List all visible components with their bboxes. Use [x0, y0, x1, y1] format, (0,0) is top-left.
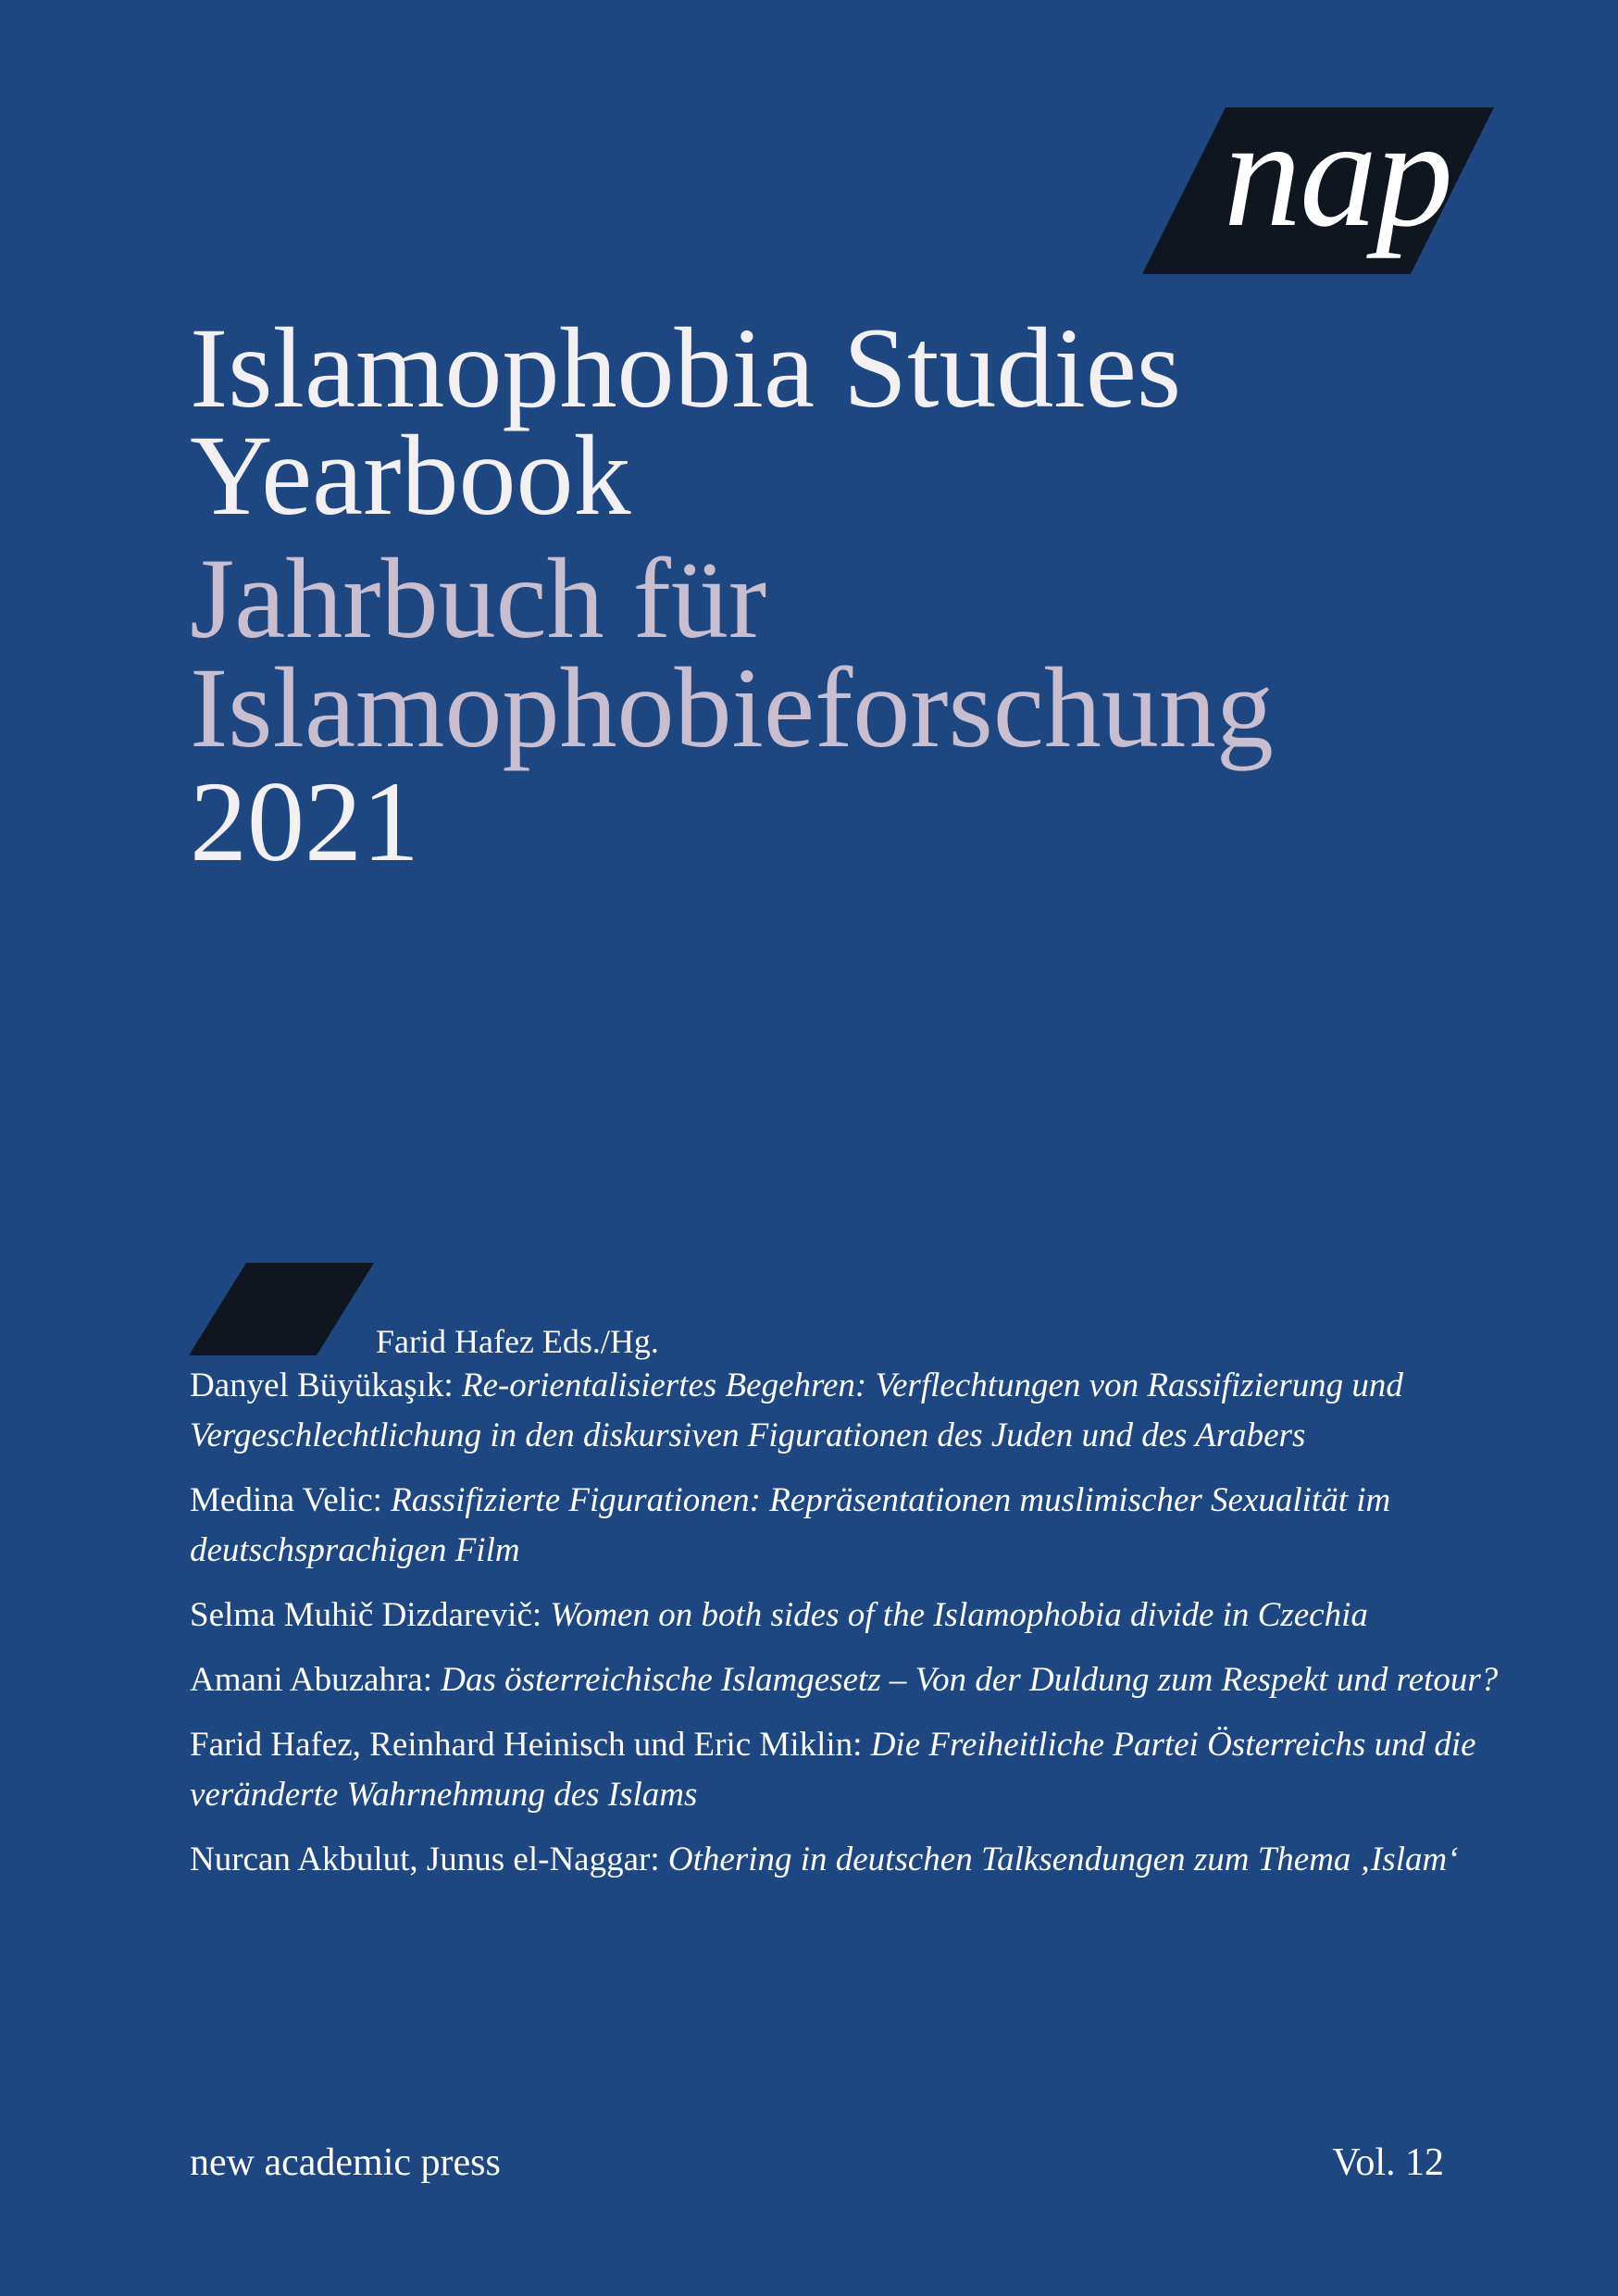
- entry-title: Die Freiheitliche Partei Österreichs und die veränderte Wahrnehmung des Islams: [190, 1726, 1476, 1814]
- title-english-line-1: Islamophobia Studies: [190, 305, 1182, 431]
- title-german-line-1: Jahrbuch für: [190, 535, 767, 662]
- title-block: [190, 305, 1486, 885]
- logo-text: nap: [1224, 87, 1451, 259]
- entry-authors: Amani Abuzahra:: [190, 1661, 432, 1699]
- volume-number: Vol. 12: [1332, 2141, 1444, 2184]
- entry-title: Das österreichische Islamgesetz – Von der Duldung zum Respekt und retour?: [441, 1661, 1499, 1699]
- editor-credit: Farid Hafez Eds./Hg.: [376, 1323, 659, 1360]
- publisher-name: new academic press: [190, 2141, 501, 2184]
- publisher-logo: [1142, 87, 1494, 274]
- title-year: 2021: [190, 758, 419, 885]
- contents-entry: [190, 1655, 1504, 1705]
- table-of-contents: [190, 1361, 1504, 1900]
- title-english-line-2: Yearbook: [190, 412, 631, 539]
- entry-authors: Selma Muhič Dizdarevič:: [190, 1596, 542, 1634]
- contents-entry: [190, 1476, 1504, 1576]
- entry-title: Othering in deutschen Talksendungen zum Thema ‚Islam‘: [667, 1841, 1459, 1878]
- title-english: [190, 305, 1486, 539]
- contents-entry: [190, 1720, 1504, 1820]
- entry-title: Women on both sides of the Islamophobia divide in Czechia: [550, 1596, 1368, 1634]
- entry-title: Rassifizierte Figurationen: Repräsentationen muslimischer Sexualität im deutschsprachigen Film: [190, 1481, 1391, 1569]
- entry-authors: Nurcan Akbulut, Junus el-Naggar:: [190, 1841, 660, 1878]
- entry-authors: Medina Velic:: [190, 1481, 382, 1519]
- contents-entry: [190, 1591, 1504, 1641]
- title-german-line-2: Islamophobieforschung: [190, 644, 1274, 771]
- contents-entry: [190, 1835, 1504, 1885]
- title-german: [190, 535, 1486, 771]
- editor-parallelogram-mark: [189, 1263, 374, 1355]
- contents-entry: [190, 1361, 1504, 1461]
- entry-authors: Farid Hafez, Reinhard Heinisch und Eric Miklin:: [190, 1726, 863, 1764]
- entry-authors: Danyel Büyükaşık:: [190, 1366, 454, 1404]
- entry-title: Re-orientalisiertes Begehren: Verflechtungen von Rassifizierung und Vergeschlechtlichung in den diskursiven Figurationen des Juden und des Arabers: [190, 1366, 1403, 1454]
